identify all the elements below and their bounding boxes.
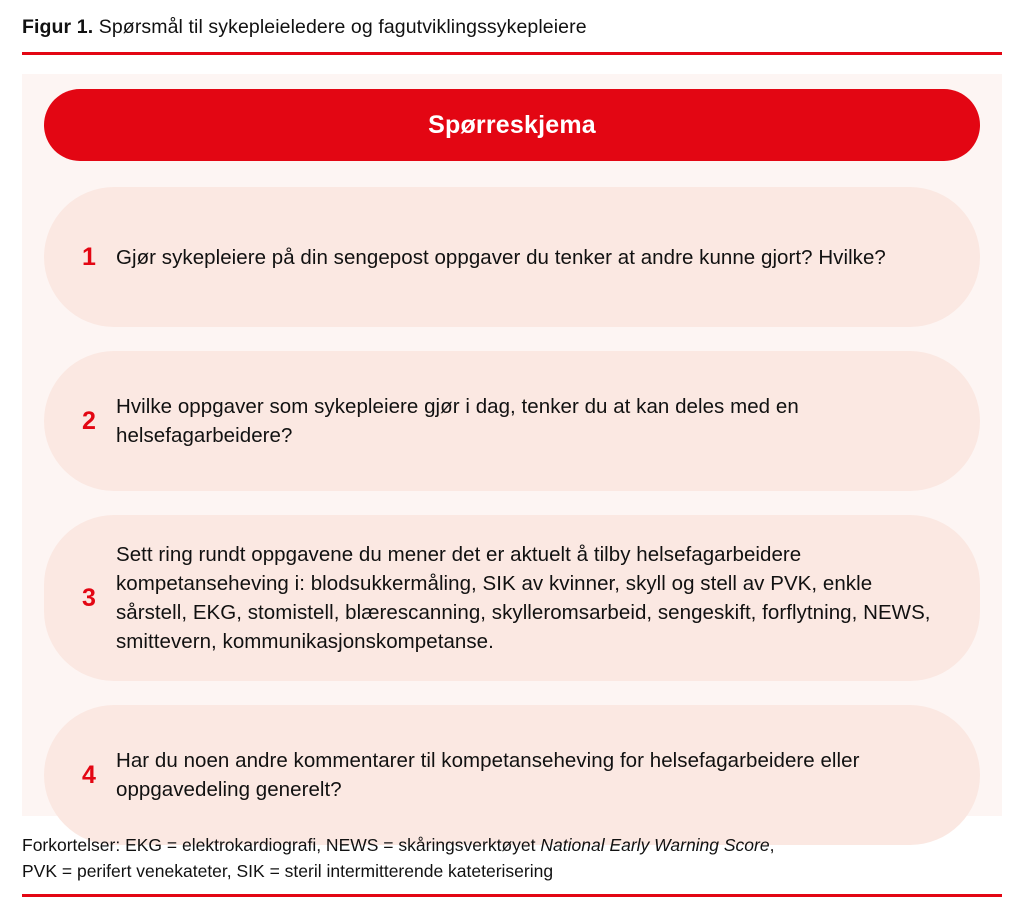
abbreviations-footnote [22, 832, 1002, 884]
footnote-line-2: PVK = perifert venekateter, SIK = steril intermitterende kateterisering [22, 861, 554, 881]
question-card-1 [44, 187, 980, 327]
figure-caption [0, 0, 1024, 40]
questionnaire-panel [22, 74, 1002, 816]
question-number-1: 1 [82, 242, 96, 271]
question-card-2 [44, 351, 980, 491]
figure-caption-text: Spørsmål til sykepleieledere og fagutviklingssykepleiere [93, 16, 587, 38]
question-card-4 [44, 705, 980, 845]
figure-caption-label: Figur 1. [22, 16, 94, 38]
question-card-3 [44, 515, 980, 681]
question-text-2: Hvilke oppgaver som sykepleiere gjør i dag, tenker du at kan deles med en helsefagarbeidere? [116, 395, 799, 447]
footnote-part-2: , [769, 835, 775, 855]
bottom-divider-rule [22, 894, 1002, 897]
question-number-3: 3 [82, 583, 96, 612]
questionnaire-banner-title: Spørreskjema [428, 110, 596, 139]
question-text-4: Har du noen andre kommentarer til kompetanseheving for helsefagarbeidere eller oppgavedeling generelt? [116, 749, 860, 801]
top-divider-rule [22, 52, 1002, 55]
question-text-1: Gjør sykepleiere på din sengepost oppgaver du tenker at andre kunne gjort? Hvilke? [116, 245, 886, 269]
question-number-4: 4 [82, 760, 96, 789]
question-list [44, 187, 980, 845]
question-text-3: Sett ring rundt oppgavene du mener det er aktuelt å tilby helsefagarbeidere kompetanseheving i: blodsukkermåling, SIK av kvinner, skyll og stell av PVK, enkle sårstell, EKG, stomistell, blærescanning, skylleromsarbeid, sengeskift, forflytning, NEWS, smittevern, kommunikasjonskompetanse. [116, 543, 931, 653]
footnote-italic-term: National Early Warning Score [540, 835, 770, 855]
question-number-2: 2 [82, 406, 96, 435]
questionnaire-banner [44, 89, 980, 161]
footnote-part-1: Forkortelser: EKG = elektrokardiografi, NEWS = skåringsverktøyet [22, 835, 541, 855]
